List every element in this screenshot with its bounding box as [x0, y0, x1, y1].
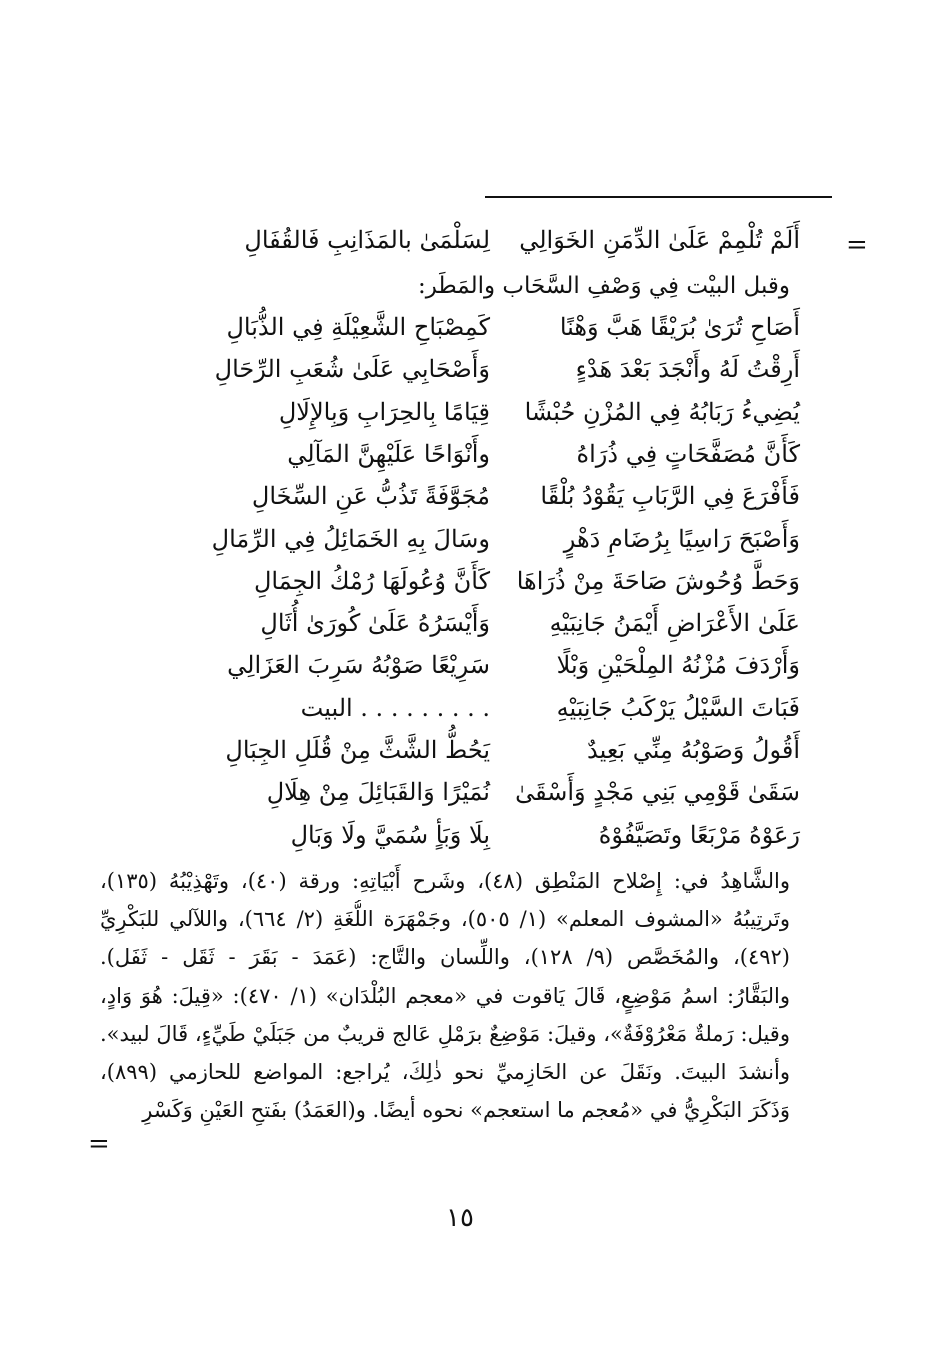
verse-first-hemistich: فَبَاتَ السَّيْلُ يَرْكَبُ جَانِبَيْهِ: [556, 694, 800, 722]
verse-line: [170, 349, 860, 389]
verse-line: [170, 645, 860, 685]
verse-line: [170, 519, 860, 559]
opening-verse: [170, 220, 860, 260]
verse-line: [170, 815, 860, 855]
verse-line: [170, 561, 860, 601]
verse-second-hemistich: بِلَا وَبَأٍ سُمَيَّ ولَا وَبَالِ: [290, 821, 490, 849]
verse-second-hemistich: وَأَصْحَابِي عَلَىٰ شُعَبِ الرِّحَالِ: [214, 355, 490, 383]
verse-line: [170, 603, 860, 643]
commentary-line: والشَّاهِدُ في: إِصْلاح المَنْطِق (٤٨)، وشَرح أَبْيَاتِهِ: ورقة (٤٠)، وتَهْذِيْبُهُ (١٣٥)،: [100, 869, 790, 893]
verse-second-hemistich: كَأَنَّ وُعُولَهَا رُمْكُ الجِمَالِ: [253, 567, 490, 595]
verse-second-hemistich: وسَالَ بِهِ الخَمَائِلُ فِي الرِّمَالِ: [211, 525, 490, 553]
verse-first-hemistich: وَحَطَّ وُحُوشَ صَاحَةَ مِنْ ذُرَاهَا: [516, 567, 800, 595]
verse-first-hemistich: عَلَىٰ الأَعْرَاضِ أَيْمَنُ جَانِبَيْهِ: [549, 609, 800, 637]
verse-second-hemistich: قِيَامًا بِالحِرَابِ وَبِالإِلَالِ: [278, 398, 490, 426]
verse-first-hemistich: رَعَوْهُ مَرْبَعًا وتَصَيَّفُوْهُ: [598, 821, 800, 849]
verse-first-hemistich: أَلَمْ تُلْمِمْ عَلَىٰ الدِّمَنِ الخَوَالِي: [519, 226, 800, 254]
intro-line: وقبل البيْت فِي وَصْفِ السَّحَاب والمَطَر:: [417, 273, 790, 299]
commentary-line: والبَقَّارُ: اسمُ مَوْضِعٍ، قَالَ يَاقوت في «معجم البُلْدَان» (١/ ٤٧٠): «قِيلَ: هُوَ وَادٍ،: [100, 984, 790, 1008]
verse-line: [170, 772, 860, 812]
commentary-line: وَذَكَرَ البَكْرِيُّ في «مُعجم ما استعجم» نحوه أيضًا. و(العَمَدُ) بفَتحِ العَيْنِ وَكَسْرِ: [142, 1098, 790, 1122]
verse-line: [170, 730, 860, 770]
commentary-line: وتَرتِيبُهُ «المشوف المعلم» (١/ ٥٠٥)، وجَمْهَرَة اللُّغَةِ (٢/ ٦٦٤)، واللآلي للبَكْرِيِّ: [100, 907, 790, 931]
verse-second-hemistich: كَمِصْبَاحِ الشَّعِيْلَةِ فِي الذُّبَالِ: [226, 313, 490, 341]
commentary-line: وأنشدَ البيتَ. ونَقَلَ عن الحَازِميِّ نحو ذٰلِكَ، يُراجع: المواضع للحازمي (٨٩٩)،: [100, 1060, 790, 1084]
verse-first-hemistich: وَأَصْبَحَ رَاسِيًا بِرُضَامِ دَهْرٍ: [563, 525, 800, 553]
footnote-separator-rule: [485, 196, 832, 198]
verse-second-hemistich: يَحُطُّ الشَّثَّ مِنْ قُلَلِ الجِبَالِ: [225, 736, 490, 764]
verse-first-hemistich: أَصَاحِ تُرَىٰ بُرَيْقًا هَبَّ وَهْنًا: [559, 313, 800, 341]
verse-first-hemistich: أَقُولُ وَصَوْبُهُ مِنِّي بَعِيدٌ: [587, 736, 800, 764]
verse-line: [170, 434, 860, 474]
verse-second-hemistich: لِسَلْمَىٰ بالمَذَانِبِ فَالقُفَالِ: [244, 226, 490, 254]
verse-first-hemistich: كَأَنَّ مُصَفَّحَاتٍ فِي ذُرَاهُ: [576, 440, 800, 468]
continuation-mark-top: =: [846, 230, 868, 260]
verse-second-hemistich: . . . . . . . . . البيت: [300, 694, 490, 722]
verse-line: [170, 307, 860, 347]
verse-line: [170, 688, 860, 728]
continuation-mark-bottom: =: [88, 1129, 110, 1159]
verse-first-hemistich: وَأَرْدَفَ مُزْنُهُ المِلْحَيْنِ وَبْلًا: [556, 651, 800, 679]
verse-second-hemistich: وأَنْوَاحًا عَلَيْهِنَّ المَآلِي: [287, 440, 490, 468]
page-number: ١٥: [446, 1203, 474, 1233]
verse-line: [170, 476, 860, 516]
verse-first-hemistich: فَأَفْرَعَ فِي الرَّبَابِ يَقُوْدُ بُلْقًا: [540, 482, 800, 510]
verse-first-hemistich: يُضِيءُ رَبَابُهُ فِي المُزْنِ حُبْشًا: [524, 398, 800, 426]
commentary-line: (٤٩٢)، والمُخَصَّص (٩/ ١٢٨)، واللِّسان والتَّاج: (عَمَدَ - بَقَرَ - ثَقَل - ثَفَل).: [100, 945, 790, 969]
commentary-line: وقيل: رَملةٌ مَعْرُوْفَةٌ»، وقيلَ: مَوْضِعٌ برَمْلِ عَالج قريبٌ من جَبَلَيْ طَيِّءٍ، قَالَ لبيد».: [100, 1022, 790, 1046]
verse-second-hemistich: مُجَوَّفَةً تَذُبُّ عَنِ السِّخَالِ: [251, 482, 490, 510]
verse-second-hemistich: سَرِيْعًا صَوْبُهُ سَرِبَ العَزَالِي: [227, 651, 490, 679]
verse-first-hemistich: سَقَىٰ قَوْمِي بَنِي مَجْدٍ وَأَسْقَىٰ: [515, 778, 800, 806]
verse-first-hemistich: أَرِقْتُ لَهُ وأَنْجَدَ بَعْدَ هَدْءٍ: [575, 355, 800, 383]
verse-second-hemistich: وَأَيْسَرُهُ عَلَىٰ كُورَىٰ أُثَالِ: [260, 609, 490, 637]
verse-line: [170, 392, 860, 432]
verse-second-hemistich: نُمَيْرًا وَالقَبَائِلَ مِنْ هِلَالِ: [266, 778, 490, 806]
